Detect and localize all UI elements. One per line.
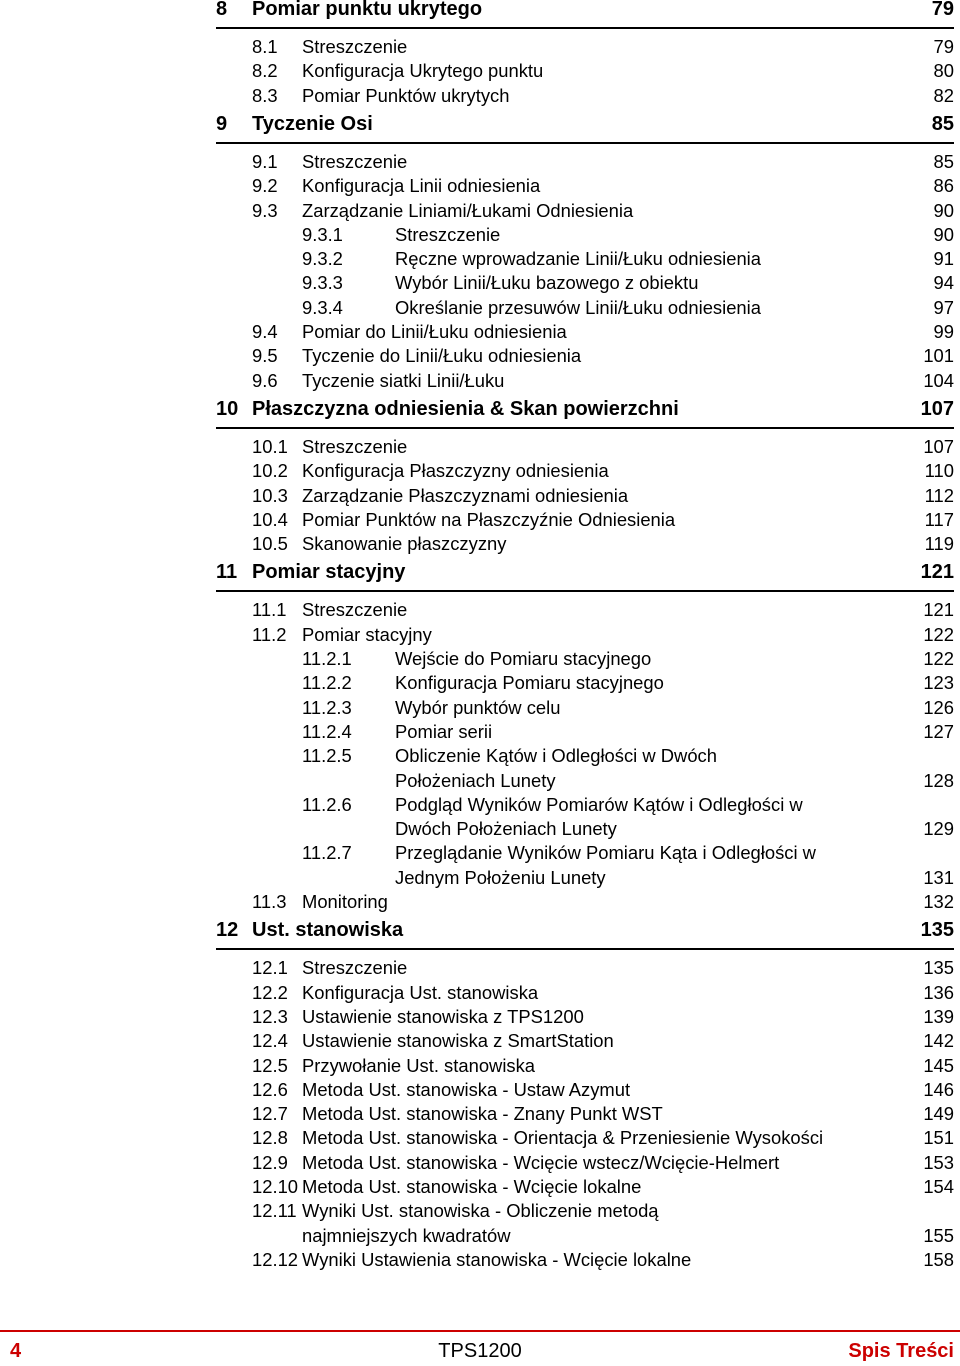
toc-entry-page: 128 <box>923 769 954 791</box>
toc-chapter <box>0 559 960 585</box>
toc-entry <box>0 696 960 720</box>
toc-entry-page: 135 <box>923 957 954 979</box>
toc-entry-number: 12.2 <box>252 981 288 1003</box>
toc-entry <box>0 1078 960 1102</box>
toc-entry-title: Streszczenie <box>302 957 408 979</box>
toc-chapter <box>0 111 960 137</box>
toc-entry <box>0 623 960 647</box>
toc-entry-page: 94 <box>933 272 954 294</box>
toc-entry-page: 80 <box>933 60 954 82</box>
toc-entry-number: 11.2.5 <box>302 745 352 767</box>
toc-entry-page: 90 <box>933 223 954 245</box>
toc-entry <box>0 174 960 198</box>
toc-entry-title: Zarządzanie Liniami/Łukami Odniesienia <box>302 199 634 221</box>
toc-entry <box>0 720 960 744</box>
toc-entry-number: 11.2.1 <box>302 648 352 669</box>
toc-entry-page: 79 <box>931 0 954 20</box>
toc-entry-number: 9.1 <box>252 150 278 172</box>
toc-entry-page: 79 <box>933 36 954 57</box>
toc-entry-title: Określanie przesuwów Linii/Łuku odniesienia <box>395 296 761 318</box>
toc-entry <box>0 1126 960 1150</box>
toc-entry-page: 119 <box>924 533 954 555</box>
toc-entry-title: Streszczenie <box>302 599 408 621</box>
toc-entry-page: 135 <box>920 919 954 942</box>
toc-entry-page: 122 <box>923 648 954 669</box>
toc-entry-title: Streszczenie <box>302 435 408 457</box>
toc-entry-number: 8.3 <box>252 84 278 106</box>
footer-divider <box>0 1330 960 1332</box>
toc-entry-page: 131 <box>923 866 954 888</box>
toc-entry-number: 8.1 <box>252 36 278 57</box>
toc-entry-number: 12.11 <box>252 1200 297 1222</box>
toc-entry-page: 101 <box>923 345 954 367</box>
toc-entry-number: 9.2 <box>252 175 278 197</box>
toc-entry-title: Metoda Ust. stanowiska - Znany Punkt WST <box>302 1103 663 1125</box>
toc-entry-number: 12.4 <box>252 1030 288 1052</box>
toc-entry-title: Pomiar serii <box>395 720 493 742</box>
toc-entry-number: 10.5 <box>252 533 288 555</box>
toc-entry <box>0 841 960 865</box>
toc-entry-title: Płaszczyzna odniesienia & Skan powierzchni <box>252 397 679 420</box>
toc-entry-page: 153 <box>923 1151 954 1173</box>
toc-entry-title: Metoda Ust. stanowiska - Ustaw Azymut <box>302 1078 631 1100</box>
toc-entry-page: 99 <box>933 321 954 342</box>
toc-entry-title: Położeniach Lunety <box>395 769 556 791</box>
footer-page-number: 4 <box>10 1340 22 1362</box>
toc-entry <box>0 1005 960 1029</box>
toc-entry-page: 85 <box>933 150 954 172</box>
toc-entry-page: 132 <box>923 891 954 912</box>
toc-entry <box>0 369 960 393</box>
toc-entry-number: 9.3 <box>252 199 278 221</box>
toc-entry-number: 11.3 <box>252 891 287 912</box>
toc-entry <box>0 1029 960 1053</box>
toc-entry-continuation <box>0 769 960 793</box>
toc-entry-number: 12.7 <box>252 1103 288 1125</box>
toc-entry-title: Streszczenie <box>395 223 501 245</box>
toc-entry-number: 10 <box>216 397 239 420</box>
toc-entry-page: 142 <box>923 1030 954 1052</box>
toc-entry-number: 9.4 <box>252 321 278 342</box>
toc-entry-page: 91 <box>933 248 954 270</box>
toc-entry <box>0 793 960 817</box>
toc-entry <box>0 247 960 271</box>
toc-entry-title: Metoda Ust. stanowiska - Wcięcie lokalne <box>302 1176 642 1197</box>
toc-entry-number: 11.1 <box>252 599 287 621</box>
toc-entry-number: 9.5 <box>252 345 278 367</box>
toc-entry-title: Pomiar punktu ukrytego <box>252 0 483 20</box>
toc-entry <box>0 508 960 532</box>
chapter-rule <box>216 590 954 592</box>
toc-entry-number: 12.5 <box>252 1054 288 1076</box>
toc-entry <box>0 647 960 671</box>
toc-entry-page: 97 <box>933 296 954 318</box>
toc-entry-title: Streszczenie <box>302 36 408 57</box>
toc-chapter <box>0 396 960 422</box>
toc-entry-page: 107 <box>920 397 954 420</box>
toc-entry-title: Monitoring <box>302 891 388 912</box>
toc-entry-page: 154 <box>923 1176 954 1197</box>
toc-entry-number: 12.6 <box>252 1078 288 1100</box>
toc-entry-title: Konfiguracja Ust. stanowiska <box>302 981 539 1003</box>
toc-entry-number: 10.4 <box>252 508 288 530</box>
toc-entry-title: Pomiar Punktów na Płaszczyźnie Odniesienia <box>302 508 676 530</box>
toc-entry-page: 117 <box>924 508 954 530</box>
toc-entry-title: Ustawienie stanowiska z SmartStation <box>302 1030 614 1052</box>
toc-entry-number: 12.8 <box>252 1127 288 1149</box>
toc-entry-page: 122 <box>923 623 954 645</box>
toc-entry-number: 11.2.2 <box>302 672 352 694</box>
toc-entry-title: Pomiar stacyjny <box>302 623 432 645</box>
toc-entry-title: Pomiar stacyjny <box>252 561 406 584</box>
toc-entry-number: 9.3.3 <box>302 272 343 294</box>
toc-entry-number: 11.2 <box>252 623 287 645</box>
toc-entry-title: Ustawienie stanowiska z TPS1200 <box>302 1005 584 1027</box>
toc-entry-page: 110 <box>924 460 954 482</box>
toc-entry-title: Wybór punktów celu <box>395 696 561 718</box>
toc-entry <box>0 956 960 980</box>
toc-entry <box>0 1248 960 1272</box>
toc-entry-number: 11.2.7 <box>302 842 352 864</box>
toc-entry <box>0 1102 960 1126</box>
toc-entry <box>0 890 960 914</box>
toc-entry-page: 123 <box>923 672 954 694</box>
toc-entry-title: Pomiar Punktów ukrytych <box>302 84 510 106</box>
toc-entry-continuation <box>0 1224 960 1248</box>
toc-entry <box>0 1151 960 1175</box>
toc-entry-title: Przywołanie Ust. stanowiska <box>302 1054 536 1076</box>
toc-entry-number: 9.3.1 <box>302 223 343 245</box>
chapter-rule <box>216 427 954 429</box>
chapter-rule <box>216 27 954 29</box>
toc-entry-title: Zarządzanie Płaszczyznami odniesienia <box>302 484 629 506</box>
toc-entry-title: Dwóch Położeniach Lunety <box>395 818 617 840</box>
toc-entry <box>0 199 960 223</box>
toc-entry-page: 129 <box>923 818 954 840</box>
footer-product-name: TPS1200 <box>438 1340 522 1362</box>
toc-entry <box>0 981 960 1005</box>
toc-entry-page: 126 <box>923 696 954 718</box>
toc-entry-number: 9 <box>216 112 228 135</box>
toc-entry-page: 146 <box>923 1078 954 1100</box>
toc-entry <box>0 59 960 83</box>
toc-entry <box>0 1199 960 1223</box>
toc-entry <box>0 271 960 295</box>
toc-entry-number: 10.3 <box>252 484 288 506</box>
toc-entry-page: 121 <box>923 599 954 621</box>
toc-entry-title: Tyczenie do Linii/Łuku odniesienia <box>302 345 582 367</box>
toc-entry-page: 127 <box>923 720 954 742</box>
toc-entry <box>0 1054 960 1078</box>
toc-entry-number: 8 <box>216 0 228 20</box>
toc-entry-number: 9.3.2 <box>302 248 343 270</box>
toc-entry-page: 112 <box>924 484 954 506</box>
toc-entry <box>0 671 960 695</box>
footer-section-title: Spis Treści <box>848 1340 954 1362</box>
toc-entry-title: Metoda Ust. stanowiska - Orientacja & Przeniesienie Wysokości <box>302 1127 824 1149</box>
toc-entry <box>0 532 960 556</box>
toc-entry-page: 104 <box>923 369 954 391</box>
toc-entry-number: 11.2.3 <box>302 696 352 718</box>
toc-entry-title: Ręczne wprowadzanie Linii/Łuku odniesienia <box>395 248 761 270</box>
toc-chapter <box>0 0 960 22</box>
toc-entry-title: Skanowanie płaszczyzny <box>302 533 507 555</box>
toc-entry <box>0 320 960 344</box>
toc-entry-number: 12 <box>216 919 239 942</box>
toc-entry-title: Przeglądanie Wyników Pomiaru Kąta i Odległości w <box>395 842 816 864</box>
toc-entry-page: 149 <box>923 1103 954 1125</box>
toc-entry-title: Konfiguracja Pomiaru stacyjnego <box>395 672 664 694</box>
toc-entry <box>0 84 960 108</box>
toc-entry-page: 107 <box>923 435 954 457</box>
toc-entry <box>0 296 960 320</box>
chapter-rule <box>216 142 954 144</box>
toc-entry-page: 155 <box>923 1224 954 1246</box>
toc-entry-number: 12.3 <box>252 1005 288 1027</box>
toc-entry-number: 11 <box>216 561 238 584</box>
toc-entry-number: 8.2 <box>252 60 278 82</box>
toc-entry-number: 11.2.6 <box>302 793 352 815</box>
toc-entry-title: Metoda Ust. stanowiska - Wcięcie wstecz/Wcięcie-Helmert <box>302 1151 780 1173</box>
toc-entry <box>0 598 960 622</box>
toc-entry-page: 85 <box>931 112 954 135</box>
toc-entry-title: Obliczenie Kątów i Odległości w Dwóch <box>395 745 717 767</box>
toc-entry-page: 158 <box>923 1248 954 1270</box>
toc-entry-title: Streszczenie <box>302 150 408 172</box>
toc-entry-continuation <box>0 866 960 890</box>
toc-entry-title: Konfiguracja Linii odniesienia <box>302 175 541 197</box>
toc-entry-page: 90 <box>933 199 954 221</box>
toc-entry <box>0 223 960 247</box>
toc-entry <box>0 744 960 768</box>
toc-entry-title: Tyczenie Osi <box>252 112 373 135</box>
toc-entry-number: 10.1 <box>252 435 288 457</box>
toc-entry <box>0 459 960 483</box>
toc-entry-number: 11.2.4 <box>302 720 352 742</box>
toc-entry-title: Podgląd Wyników Pomiarów Kątów i Odległości w <box>395 793 803 815</box>
toc-entry-title: Jednym Położeniu Lunety <box>395 866 606 888</box>
toc-entry-number: 10.2 <box>252 460 288 482</box>
toc-entry-title: Konfiguracja Płaszczyzny odniesienia <box>302 460 609 482</box>
toc-entry-title: Wyniki Ustawienia stanowiska - Wcięcie lokalne <box>302 1248 692 1270</box>
chapter-rule <box>216 948 954 950</box>
toc-entry-page: 145 <box>923 1054 954 1076</box>
toc-entry-title: Pomiar do Linii/Łuku odniesienia <box>302 321 567 342</box>
toc-entry <box>0 150 960 174</box>
toc-entry-page: 86 <box>933 175 954 197</box>
toc-entry-continuation <box>0 817 960 841</box>
toc-entry-title: Wybór Linii/Łuku bazowego z obiektu <box>395 272 699 294</box>
toc-entry-page: 151 <box>923 1127 954 1149</box>
toc-entry <box>0 484 960 508</box>
toc-entry-page: 121 <box>920 561 954 584</box>
toc-entry-number: 9.6 <box>252 369 278 391</box>
toc-entry-page: 139 <box>923 1005 954 1027</box>
toc-entry-number: 9.3.4 <box>302 296 343 318</box>
toc-entry-title: Konfiguracja Ukrytego punktu <box>302 60 544 82</box>
toc-entry-number: 12.12 <box>252 1248 299 1270</box>
toc-entry-title: najmniejszych kwadratów <box>302 1224 511 1246</box>
toc-entry-title: Wejście do Pomiaru stacyjnego <box>395 648 652 669</box>
toc-entry-number: 12.9 <box>252 1151 288 1173</box>
toc-chapter <box>0 917 960 943</box>
toc-entry <box>0 435 960 459</box>
toc-entry <box>0 1175 960 1199</box>
toc-entry-page: 82 <box>933 84 954 106</box>
toc-entry-number: 12.1 <box>252 957 288 979</box>
toc-entry <box>0 35 960 59</box>
page-footer <box>0 1320 960 1366</box>
toc-entry-title: Tyczenie siatki Linii/Łuku <box>302 369 505 391</box>
toc-entry-title: Ust. stanowiska <box>252 919 404 942</box>
toc-entry-number: 12.10 <box>252 1176 299 1197</box>
toc-entry-title: Wyniki Ust. stanowiska - Obliczenie metodą <box>302 1200 659 1222</box>
toc-entry-page: 136 <box>923 981 954 1003</box>
toc-entry <box>0 344 960 368</box>
